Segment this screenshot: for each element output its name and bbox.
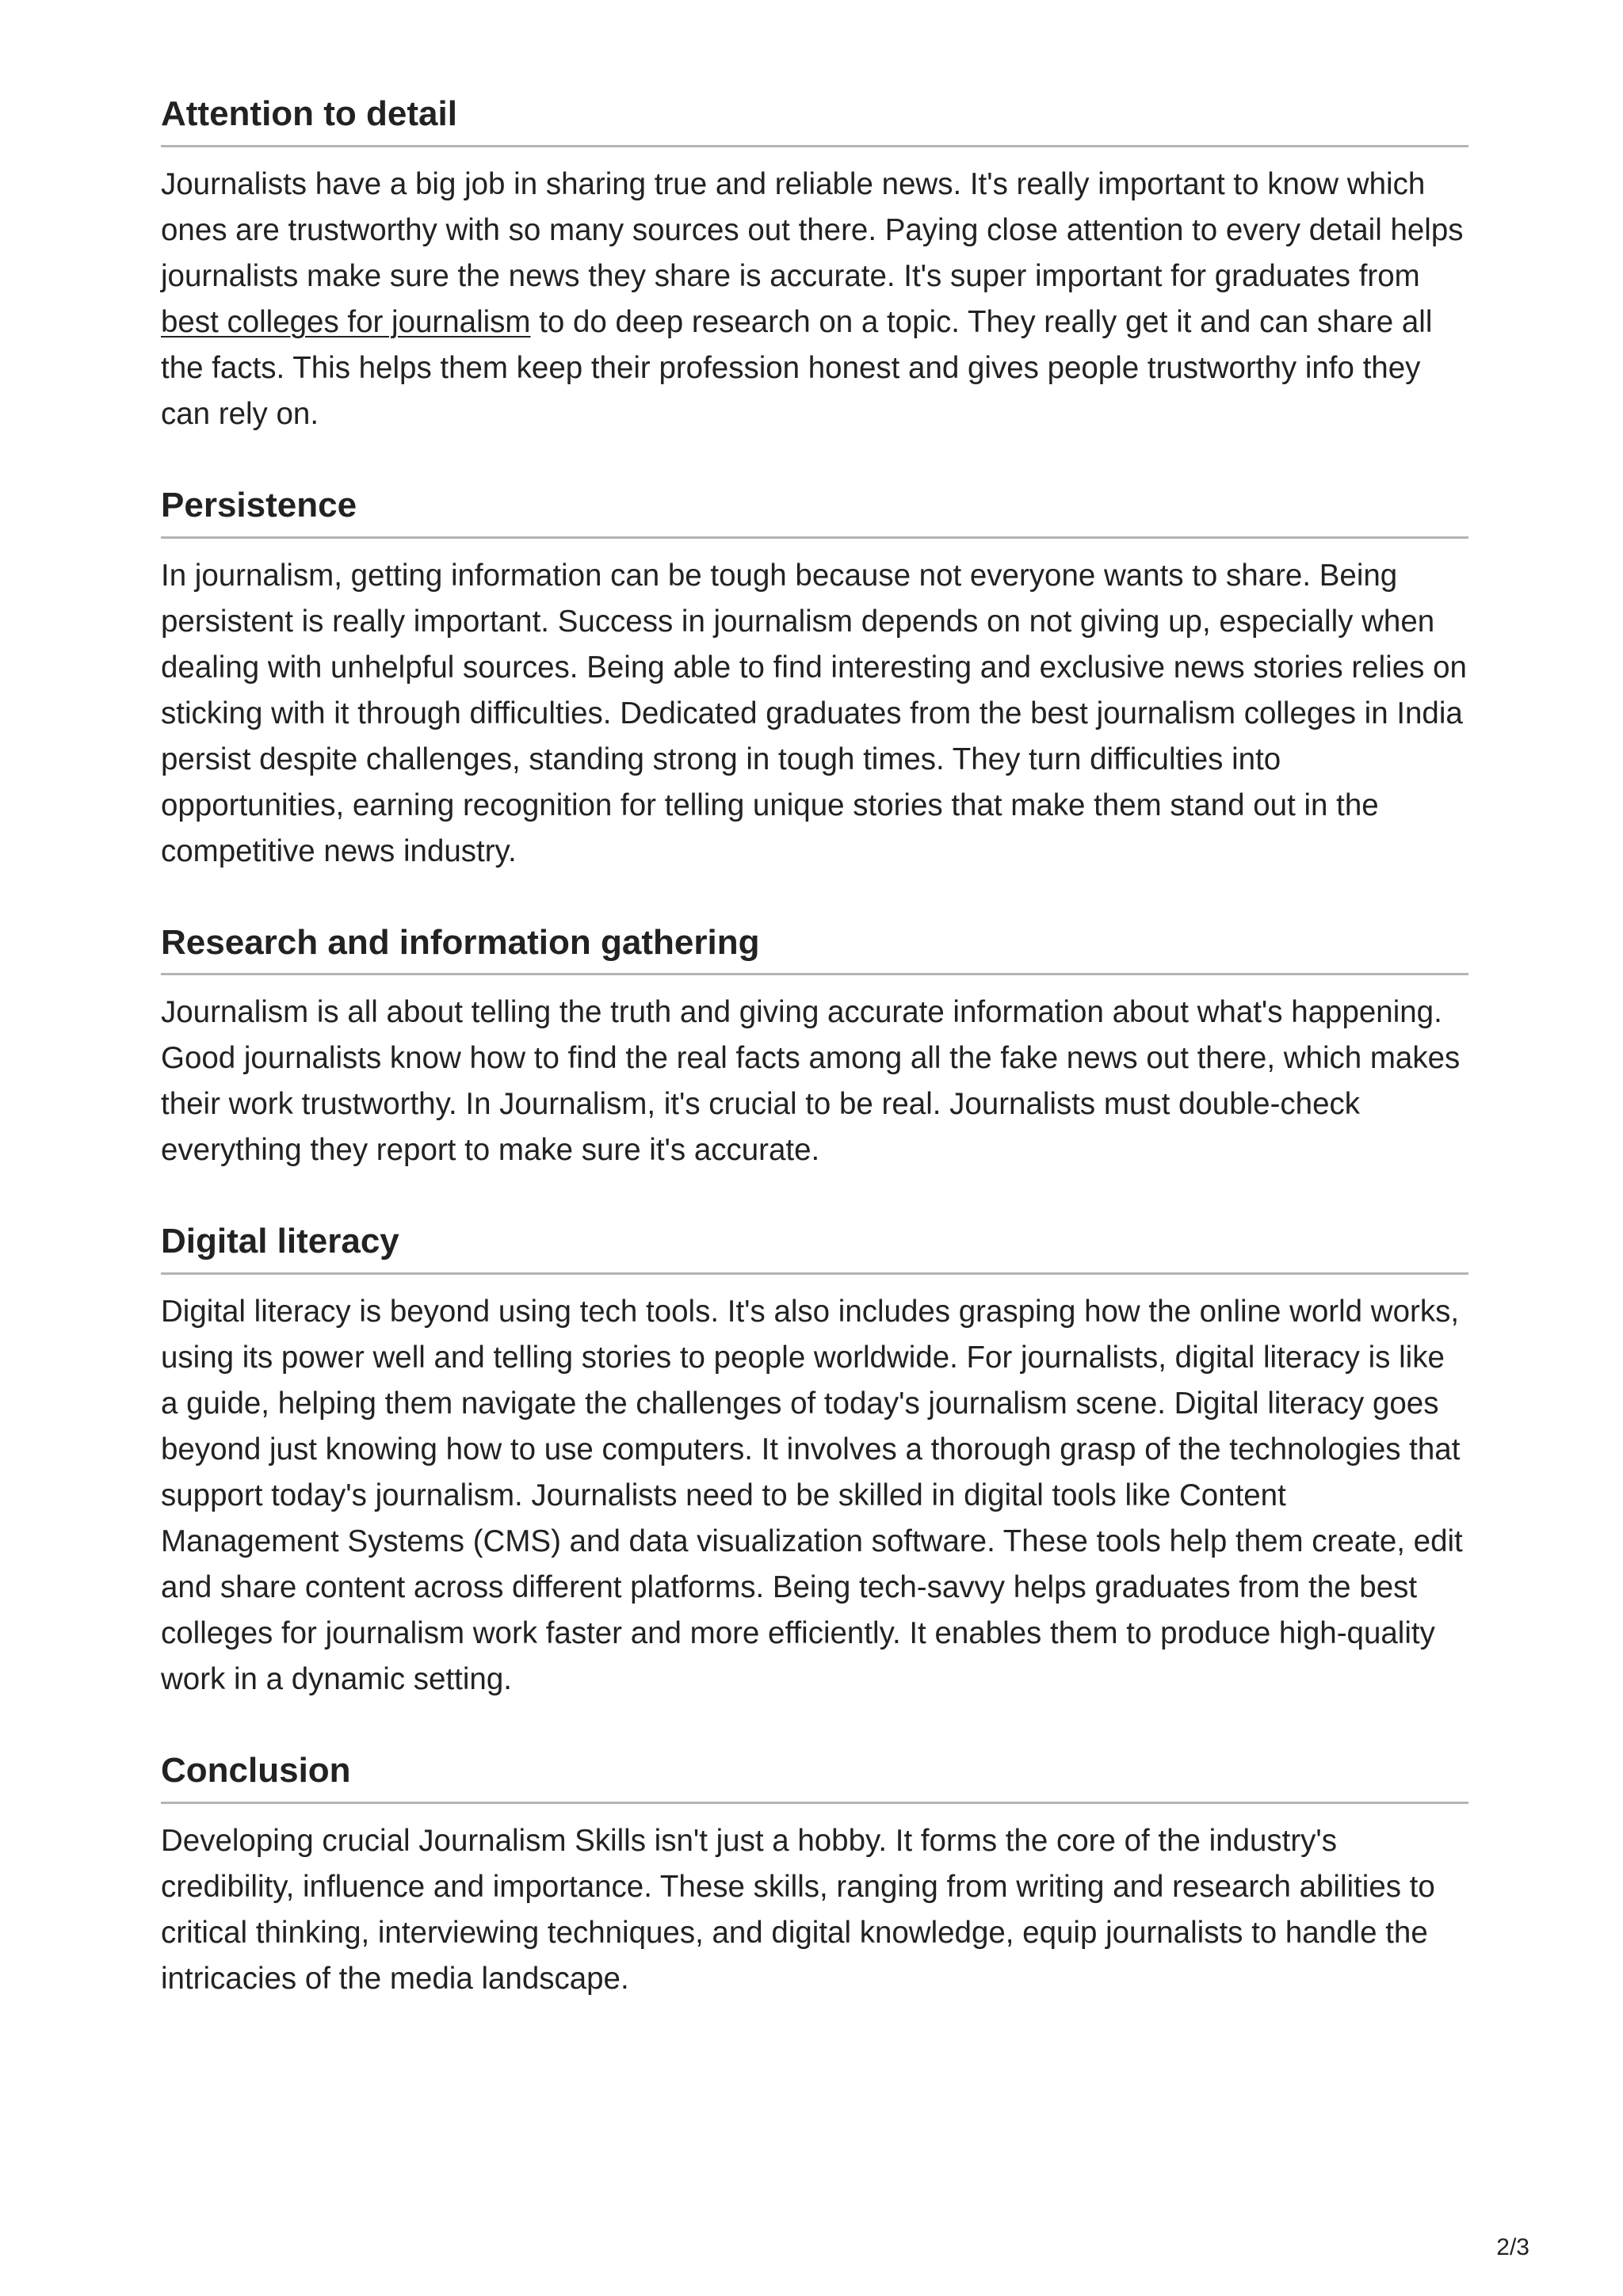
section-heading: Persistence [161, 485, 1468, 539]
section-research [161, 922, 1468, 1174]
section-conclusion [161, 1750, 1468, 2002]
section-paragraph: Digital literacy is beyond using tech tools. It's also includes grasping how the online world works, using its power well and telling stories to people worldwide. For journalists, digital literacy is like a guide, helping them navigate the challenges of today's journalism scene. Digital literacy goes beyond just knowing how to use computers. It involves a thorough grasp of the technologies that support today's journalism. Journalists need to be skilled in digital tools like Content Management Systems (CMS) and data visualization software. These tools help them create, edit and share content across different platforms. Being tech-savvy helps graduates from the best colleges for journalism work faster and more efficiently. It enables them to produce high-quality work in a dynamic setting. [161, 1295, 1463, 1697]
section-paragraph [161, 162, 1468, 437]
best-colleges-link[interactable]: best colleges for journalism [161, 304, 531, 339]
section-heading: Digital literacy [161, 1221, 1468, 1275]
section-paragraph: Developing crucial Journalism Skills isn't just a hobby. It forms the core of the industry's credibility, influence and importance. These skills, ranging from writing and research abilities to critical thinking, interviewing techniques, and digital knowledge, equip journalists to handle the intricacies of the media landscape. [161, 1823, 1435, 1996]
section-heading: Attention to detail [161, 93, 1468, 147]
section-paragraph: Journalism is all about telling the truth and giving accurate information about what's happening. Good journalists know how to find the real facts among all the fake news out there, which makes their work trustworthy. In Journalism, it's crucial to be real. Journalists must double-check everything they report to make sure it's accurate. [161, 995, 1461, 1168]
section-digital-literacy [161, 1221, 1468, 1703]
paragraph-text: Journalists have a big job in sharing true and reliable news. It's really important to know which ones are trustworthy with so many sources out there. Paying close attention to every detail helps journalists make sure the news they share is accurate. It's super important for graduates from [161, 166, 1464, 293]
document-page [161, 93, 1468, 2050]
paragraph-text: to do deep research on a topic. They really get it and can share all the facts. This helps them keep their profession honest and gives people trustworthy info they can rely on. [161, 304, 1433, 431]
section-attention-to-detail [161, 93, 1468, 437]
page-number: 2/3 [1496, 2234, 1529, 2260]
section-heading: Research and information gathering [161, 922, 1468, 976]
section-persistence [161, 485, 1468, 875]
section-paragraph: In journalism, getting information can be tough because not everyone wants to share. Being persistent is really important. Success in journalism depends on not giving up, especially when dealing with unhelpful sources. Being able to find interesting and exclusive news stories relies on sticking with it through difficulties. Dedicated graduates from the best journalism colleges in India persist despite challenges, standing strong in tough times. They turn difficulties into opportunities, earning recognition for telling unique stories that make them stand out in the competitive news industry. [161, 558, 1467, 868]
section-heading: Conclusion [161, 1750, 1468, 1804]
